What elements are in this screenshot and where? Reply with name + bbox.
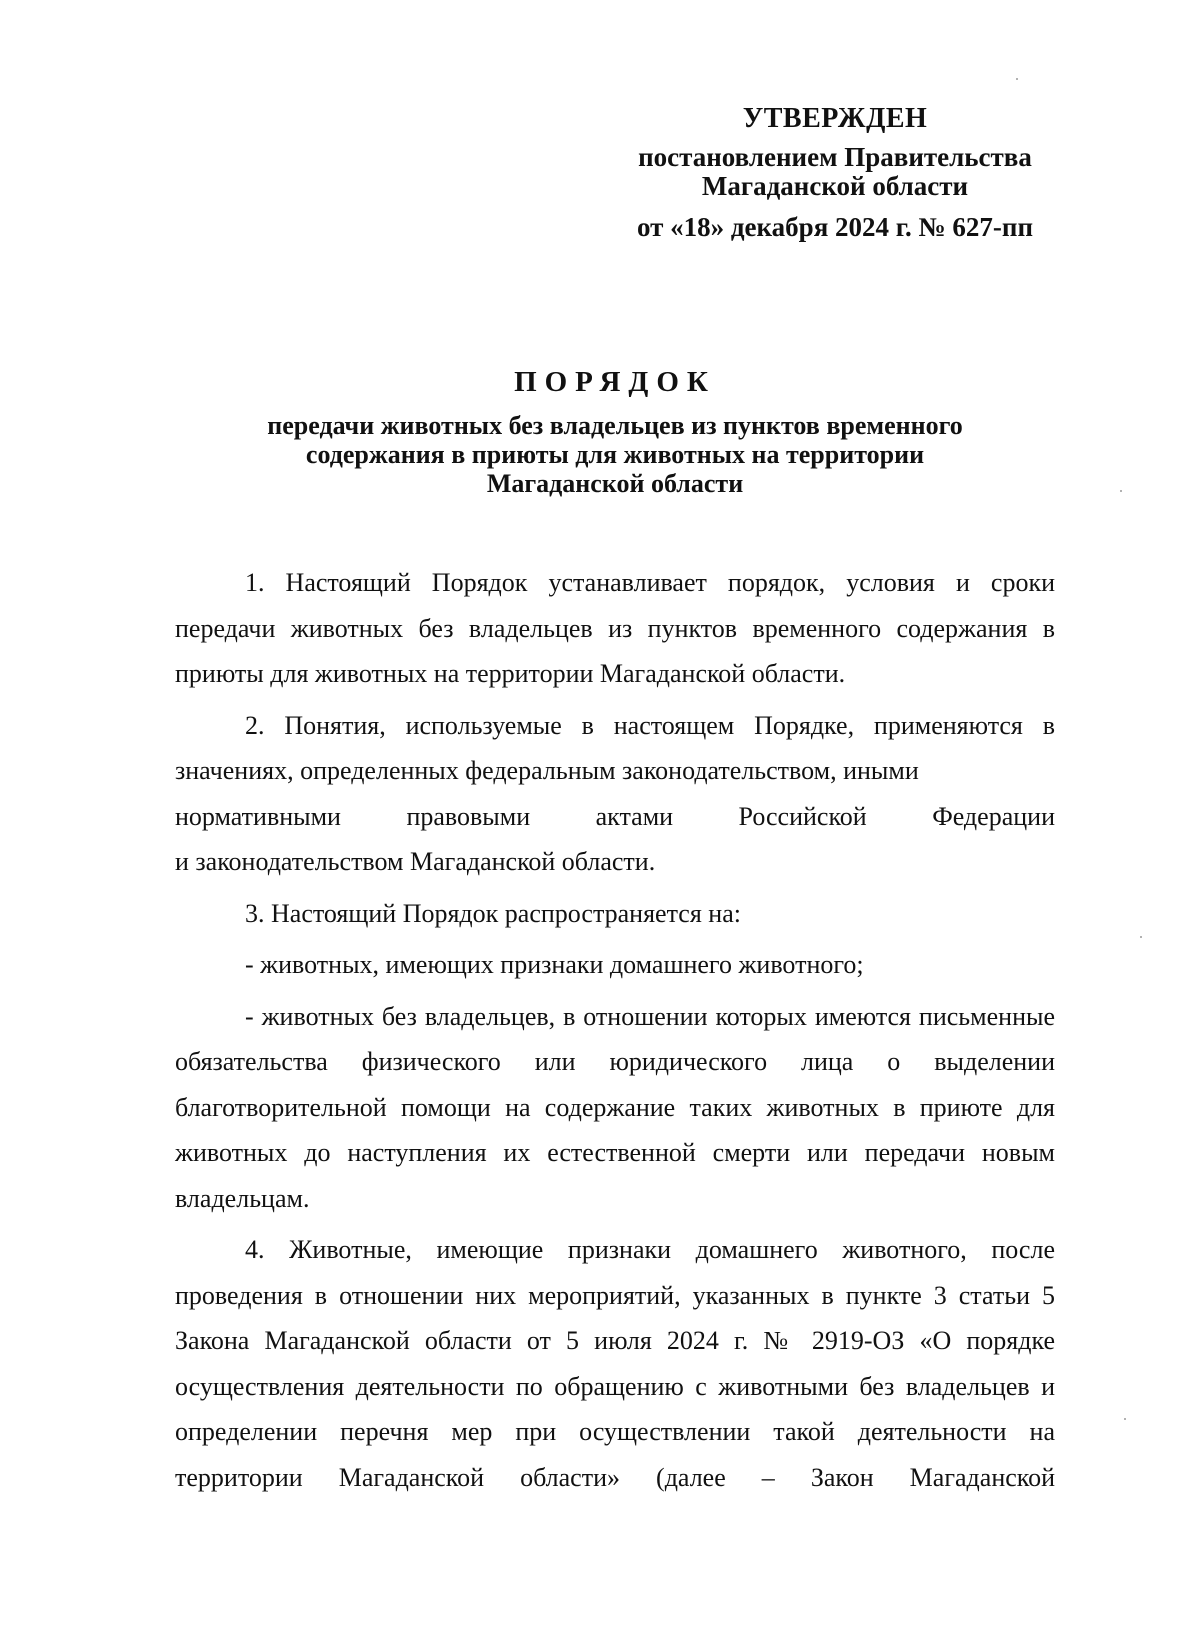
- paragraph-2: 2. Понятия, используемые в настоящем Порядке, применяются в значениях, определенных федеральным законодательством, иными: [175, 710, 1055, 785]
- approval-block: [620, 104, 1050, 242]
- paragraph-1: 1. Настоящий Порядок устанавливает порядок, условия и сроки передачи животных без владельцев из пунктов временного содержания в приюты для животных на территории Магаданской области.: [175, 568, 1055, 688]
- scan-speck: [1016, 78, 1018, 80]
- paragraph-2-line-3: нормативными правовыми актами Российской Федерации: [175, 801, 1055, 831]
- paragraph-3-item-2: - животных без владельцев, в отношении которых имеются письменные обязательства физического или юридического лица о выделении благотворительной помощи на содержание таких животных в приюте для животных до наступления их естественной смерти или передачи новым владельцам.: [175, 1001, 1055, 1213]
- decree-line-2: Магаданской области: [701, 171, 969, 201]
- decree-date-line: от «18» декабря 2024 г. № 627-пп: [636, 212, 1034, 242]
- scan-speck: [1124, 1418, 1126, 1420]
- approval-stamp: УТВЕРЖДЕН: [742, 103, 928, 134]
- subtitle-line-3: Магаданской области: [486, 469, 744, 498]
- scan-speck: [1140, 936, 1142, 938]
- paragraph-4: 4. Животные, имеющие признаки домашнего животного, после проведения в отношении них мероприятий, указанных в пункте 3 статьи 5 Закона Магаданской области от 5 июля 2024 г. № 2919-ОЗ «О порядке осуществления деятельности по обращению с животными без владельцев и определении перечня мер при осуществлении такой деятельности на территории Магаданской области» (далее – Закон Магаданской: [175, 1235, 1055, 1492]
- subtitle-line-2: содержания в приюты для животных на территории: [305, 440, 925, 469]
- title-block: [175, 366, 1055, 498]
- document-subtitle: [175, 411, 1055, 498]
- paragraph-3: 3. Настоящий Порядок распространяется на:: [245, 898, 741, 928]
- decree-line-1: постановлением Правительства: [638, 142, 1032, 172]
- document-title: ПОРЯДОК: [514, 366, 716, 398]
- scan-speck: [1120, 490, 1122, 492]
- subtitle-line-1: передачи животных без владельцев из пунктов временного: [267, 411, 963, 440]
- document-body: [175, 560, 1055, 1506]
- paragraph-3-item-1: - животных, имеющих признаки домашнего животного;: [245, 950, 864, 979]
- paragraph-2-line-4: и законодательством Магаданской области.: [175, 847, 656, 876]
